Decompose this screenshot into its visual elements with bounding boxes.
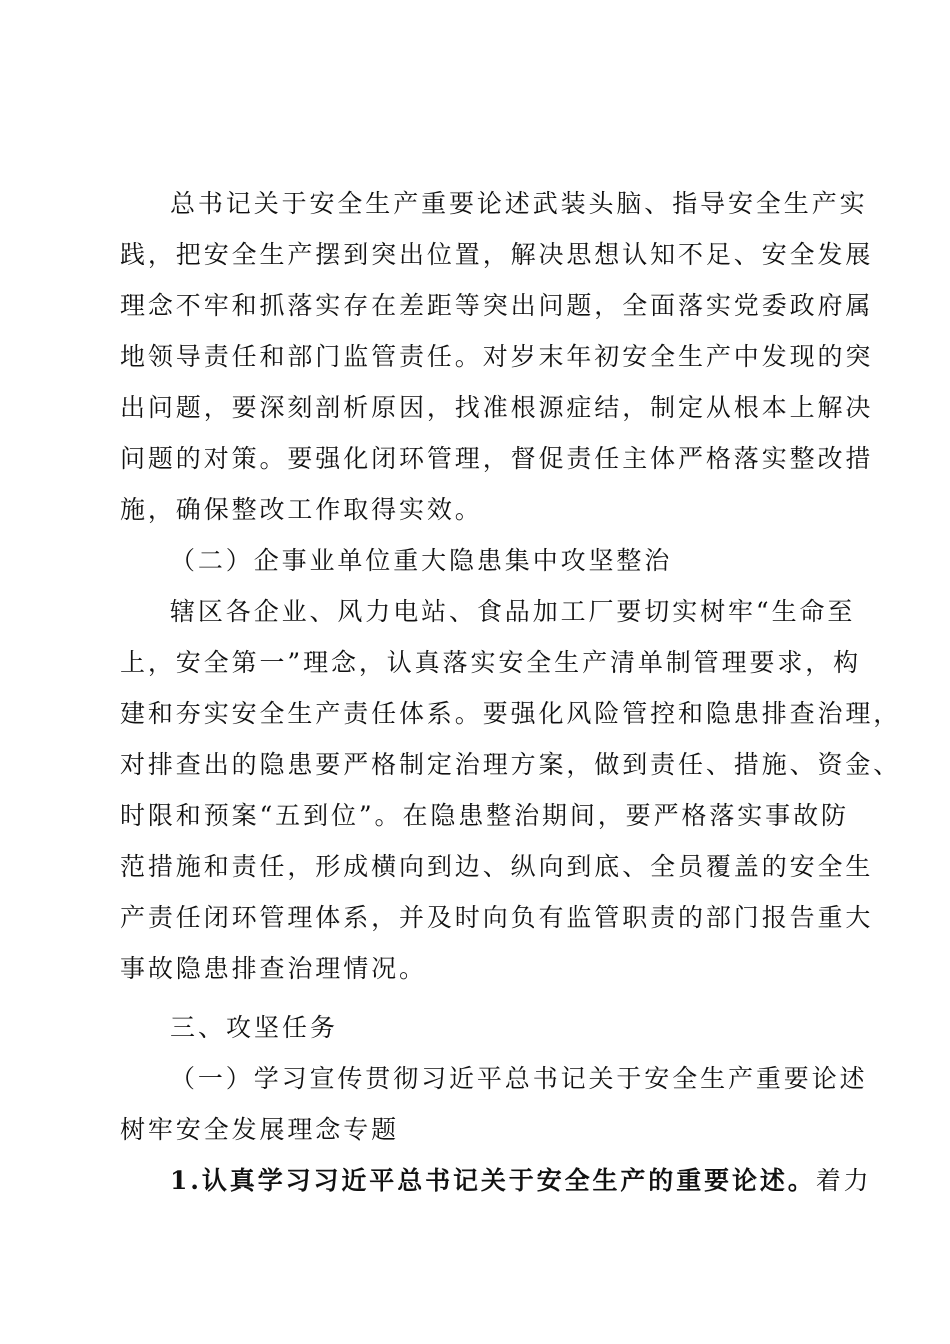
section-subheading — [120, 535, 830, 586]
paragraph — [120, 1155, 872, 1206]
section-heading — [120, 1002, 830, 1053]
text-line: 建和夯实安全生产责任体系。要强化风险管控和隐患排查治理， — [120, 699, 902, 728]
text-line: 施，确保整改工作取得实效。 — [120, 495, 483, 524]
paragraph — [120, 178, 874, 535]
text-line — [120, 1155, 872, 1206]
subheading-line: （二）企事业单位重大隐患集中攻坚整治 — [170, 546, 673, 575]
paragraph — [120, 586, 902, 994]
text-line: 问题的对策。要强化闭环管理，督促责任主体严格落实整改措 — [120, 444, 874, 473]
text-line: 时限和预案“五到位”。在隐患整治期间，要严格落实事故防 — [120, 801, 849, 830]
text-line: 出问题，要深刻剖析原因，找准根源症结，制定从根本上解决 — [120, 393, 874, 422]
text-line: 地领导责任和部门监管责任。对岁末年初安全生产中发现的突 — [120, 342, 874, 371]
lead-continuation-text: 着力 — [815, 1166, 872, 1195]
bold-lead-text: 1.认真学习习近平总书记关于安全生产的重要论述。 — [170, 1166, 816, 1195]
text-line: 事故隐患排查治理情况。 — [120, 954, 427, 983]
text-line: 上，安全第一”理念，认真落实安全生产清单制管理要求，构 — [120, 648, 862, 677]
subheading-line: 树牢安全发展理念专题 — [120, 1115, 400, 1144]
text-line: 产责任闭环管理体系，并及时向负有监管职责的部门报告重大 — [120, 903, 874, 932]
text-line: 范措施和责任，形成横向到边、纵向到底、全员覆盖的安全生 — [120, 852, 874, 881]
document-body — [120, 178, 902, 1206]
heading-line: 三、攻坚任务 — [170, 1013, 339, 1042]
section-subheading — [120, 1053, 868, 1155]
subheading-line: （一）学习宣传贯彻习近平总书记关于安全生产重要论述 — [170, 1064, 868, 1093]
text-line: 践，把安全生产摆到突出位置，解决思想认知不足、安全发展 — [120, 240, 874, 269]
text-line: 理念不牢和抓落实存在差距等突出问题，全面落实党委政府属 — [120, 291, 874, 320]
text-line: 对排查出的隐患要严格制定治理方案，做到责任、措施、资金、 — [120, 750, 902, 779]
text-line: 辖区各企业、风力电站、食品加工厂要切实树牢“生命至 — [170, 597, 856, 626]
text-line: 总书记关于安全生产重要论述武装头脑、指导安全生产实 — [170, 189, 868, 218]
